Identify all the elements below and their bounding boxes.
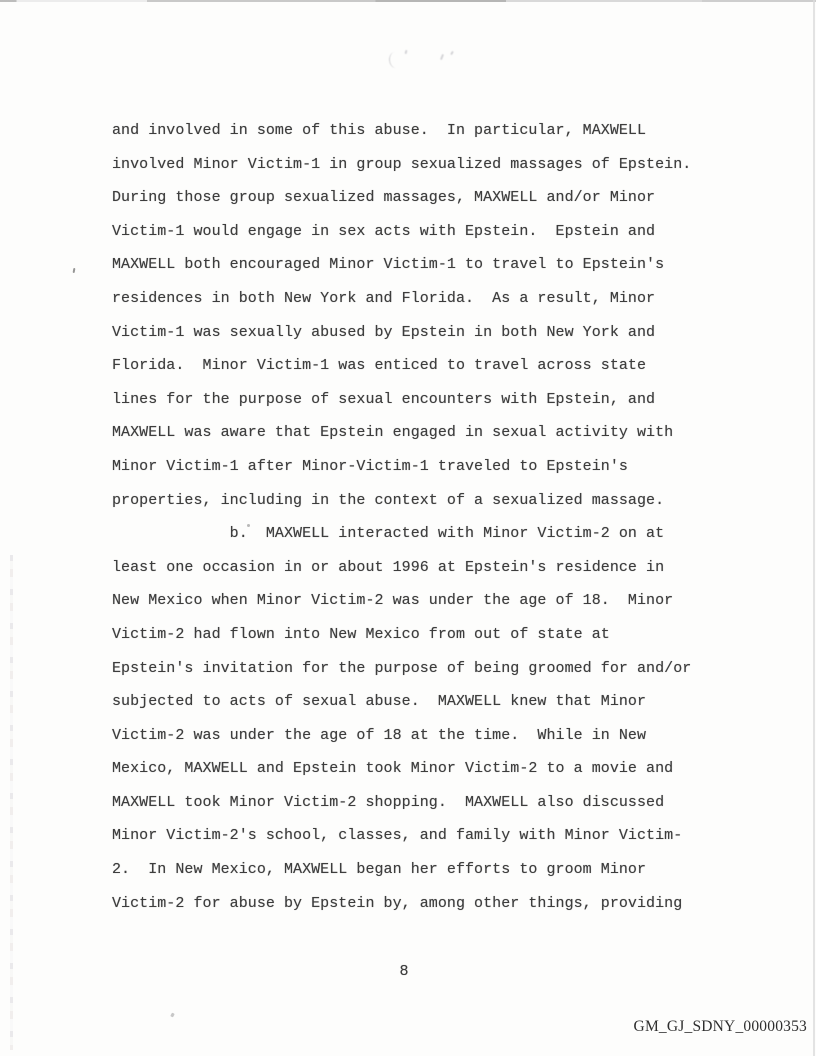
page-number: 8	[399, 963, 409, 980]
text-line: MAXWELL both encouraged Minor Victim-1 to travel to Epstein's	[112, 256, 665, 274]
text-line: properties, including in the context of a sexualized massage.	[112, 491, 665, 509]
scan-artifact-speck	[170, 1013, 175, 1018]
text-line: 2. In New Mexico, MAXWELL began her efforts to groom Minor	[112, 861, 647, 879]
body-text	[112, 114, 712, 920]
text-line-paragraph-b: b. MAXWELL interacted with Minor Victim-2 on at	[112, 525, 665, 543]
text-line: least one occasion in or about 1996 at Epstein's residence in	[112, 558, 665, 576]
text-line: Victim-2 was under the age of 18 at the time. While in New	[112, 726, 647, 744]
text-line: Minor Victim-1 after Minor-Victim-1 traveled to Epstein's	[112, 457, 628, 475]
text-line: Victim-1 would engage in sex acts with Epstein. Epstein and	[112, 222, 656, 240]
text-line: Florida. Minor Victim-1 was enticed to travel across state	[112, 357, 647, 375]
text-line: and involved in some of this abuse. In particular, MAXWELL	[112, 122, 647, 139]
bates-stamp: GM_GJ_SDNY_00000353	[633, 1018, 807, 1035]
scan-artifact-right-edge	[813, 0, 815, 1056]
text-line: Victim-2 for abuse by Epstein by, among other things, providing	[112, 894, 683, 912]
text-line: Victim-1 was sexually abused by Epstein in both New York and	[112, 323, 656, 341]
text-line: lines for the purpose of sexual encounters with Epstein, and	[112, 390, 656, 408]
scan-artifact-left-strip	[10, 555, 13, 1050]
text-line: Minor Victim-2's school, classes, and family with Minor Victim-	[112, 827, 683, 845]
scan-artifact-smudge	[385, 48, 475, 74]
text-line: involved Minor Victim-1 in group sexualized massages of Epstein.	[112, 155, 692, 173]
scan-artifact-speck	[73, 268, 76, 273]
text-line: subjected to acts of sexual abuse. MAXWELL knew that Minor	[112, 693, 647, 711]
text-line: residences in both New York and Florida. As a result, Minor	[112, 289, 656, 307]
text-line: Epstein's invitation for the purpose of being groomed for and/or	[112, 659, 692, 677]
text-line: During those group sexualized massages, MAXWELL and/or Minor	[112, 189, 656, 207]
scan-artifact-top-edge	[0, 0, 816, 2]
text-line: Victim-2 had flown into New Mexico from out of state at	[112, 625, 610, 643]
text-line: New Mexico when Minor Victim-2 was under the age of 18. Minor	[112, 592, 674, 610]
text-line: MAXWELL took Minor Victim-2 shopping. MAXWELL also discussed	[112, 793, 665, 811]
text-line: Mexico, MAXWELL and Epstein took Minor Victim-2 to a movie and	[112, 760, 674, 778]
text-line: MAXWELL was aware that Epstein engaged in sexual activity with	[112, 424, 674, 442]
